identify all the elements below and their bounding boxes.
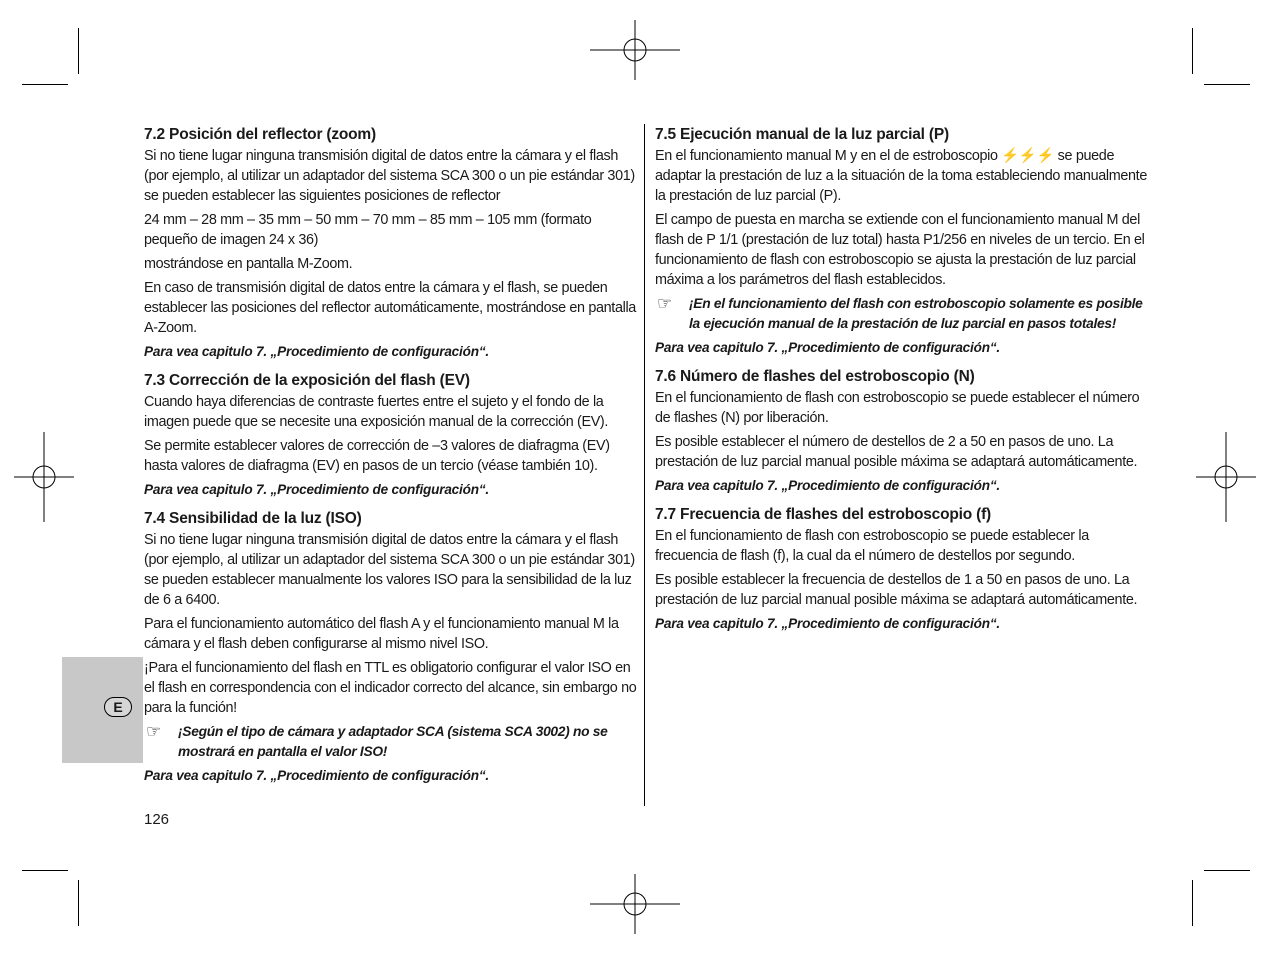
- crop-mark: [1204, 870, 1250, 871]
- section-title: 7.3 Corrección de la exposición del flash (EV): [144, 372, 470, 389]
- column-divider: [644, 124, 645, 806]
- note-text: ¡Según el tipo de cámara y adaptador SCA (sistema SCA 3002) no se mostrará en pantalla el valor ISO!: [178, 724, 608, 759]
- pointing-hand-icon: ☞: [657, 294, 673, 313]
- reference-note: Para vea capitulo 7. „Procedimiento de configuración“.: [655, 616, 1000, 631]
- warning-note: [655, 294, 1149, 334]
- paragraph: En el funcionamiento de flash con estroboscopio se puede establecer la frecuencia de flash (f), la cual da el número de destellos por segundo.: [655, 528, 1089, 564]
- paragraph: Si no tiene lugar ninguna transmisión digital de datos entre la cámara y el flash (por ejemplo, al utilizar un adaptador del sistema SCA 300 o un pie estándar 301) se pueden establecer las siguientes posiciones de reflector: [144, 148, 635, 204]
- paragraph: Si no tiene lugar ninguna transmisión digital de datos entre la cámara y el flash (por ejemplo, al utilizar un adaptador del sistema SCA 300 o un pie estándar 301) se pueden establecer manualmente los valores ISO para la sensibilidad de la luz de 6 a 6400.: [144, 532, 635, 608]
- section-7-6: [655, 366, 1149, 496]
- section-title: 7.7 Frecuencia de flashes del estroboscopio (f): [655, 506, 992, 523]
- paragraph: ¡Para el funcionamiento del flash en TTL es obligatorio configurar el valor ISO en el flash en correspondencia con el indicador correcto del alcance, sin embargo no para la función!: [144, 660, 637, 716]
- paragraph: Cuando haya diferencias de contraste fuertes entre el sujeto y el fondo de la imagen puede que se necesite una exposición manual de la corrección (EV).: [144, 394, 609, 430]
- section-7-7: [655, 504, 1149, 634]
- left-column: [144, 124, 638, 794]
- reference-note: Para vea capitulo 7. „Procedimiento de configuración“.: [655, 340, 1000, 355]
- section-title: 7.5 Ejecución manual de la luz parcial (P): [655, 126, 949, 143]
- note-text: ¡En el funcionamiento del flash con estroboscopio solamente es posible la ejecución manual de la prestación de luz parcial en pasos totales!: [689, 296, 1143, 331]
- crop-mark: [78, 880, 79, 926]
- paragraph: 24 mm – 28 mm – 35 mm – 50 mm – 70 mm – 85 mm – 105 mm (formato pequeño de imagen 24 x 36): [144, 212, 592, 248]
- paragraph: Es posible establecer el número de destellos de 2 a 50 en pasos de uno. La prestación de luz parcial manual posible máxima se adaptará automáticamente.: [655, 434, 1138, 470]
- reference-note: Para vea capitulo 7. „Procedimiento de configuración“.: [144, 344, 489, 359]
- paragraph: En el funcionamiento manual M y en el de estroboscopio ⚡⚡⚡ se puede adaptar la prestación de luz a la situación de la toma estableciendo manualmente la prestación de luz parcial (P).: [655, 148, 1147, 204]
- paragraph: mostrándose en pantalla M-Zoom.: [144, 256, 353, 272]
- registration-mark-bottom: [590, 874, 680, 934]
- pointing-hand-icon: ☞: [146, 722, 162, 741]
- paragraph: En el funcionamiento de flash con estroboscopio se puede establecer el número de flashes (N) por liberación.: [655, 390, 1140, 426]
- crop-mark: [1192, 880, 1193, 926]
- registration-mark-top: [590, 20, 680, 80]
- crop-mark: [22, 84, 68, 85]
- crop-mark: [1204, 84, 1250, 85]
- page-number: 126: [144, 811, 170, 828]
- paragraph: Es posible establecer la frecuencia de destellos de 1 a 50 en pasos de uno. La prestación de luz parcial manual posible máxima se adaptará automáticamente.: [655, 572, 1138, 608]
- section-7-4: [144, 508, 638, 786]
- paragraph: En caso de transmisión digital de datos entre la cámara y el flash, se pueden establecer las posiciones del reflector automáticamente, mostrándose en pantalla A-Zoom.: [144, 280, 636, 336]
- right-column: [655, 124, 1149, 642]
- section-7-2: [144, 124, 638, 362]
- reference-note: Para vea capitulo 7. „Procedimiento de configuración“.: [144, 482, 489, 497]
- section-title: 7.2 Posición del reflector (zoom): [144, 126, 376, 143]
- paragraph: Se permite establecer valores de corrección de –3 valores de diafragma (EV) hasta valores de diafragma (EV) en pasos de un tercio (véase también 10).: [144, 438, 610, 474]
- reference-note: Para vea capitulo 7. „Procedimiento de configuración“.: [655, 478, 1000, 493]
- reference-note: Para vea capitulo 7. „Procedimiento de configuración“.: [144, 768, 489, 783]
- paragraph: El campo de puesta en marcha se extiende con el funcionamiento manual M del flash de P 1/1 (prestación de luz total) hasta P1/256 en niveles de un tercio. En el funcionamiento de flash con estroboscopio se ajusta la prestación de luz parcial máxima a los parámetros del flash establecidos.: [655, 212, 1145, 288]
- warning-note: [144, 722, 638, 762]
- paragraph: Para el funcionamiento automático del flash A y el funcionamiento manual M la cámara y el flash deben configurarse al mismo nivel ISO.: [144, 616, 619, 652]
- crop-mark: [78, 28, 79, 74]
- registration-mark-left: [14, 432, 74, 522]
- section-title: 7.4 Sensibilidad de la luz (ISO): [144, 510, 362, 527]
- section-7-3: [144, 370, 638, 500]
- section-7-5: [655, 124, 1149, 358]
- section-title: 7.6 Número de flashes del estroboscopio (N): [655, 368, 975, 385]
- crop-mark: [22, 870, 68, 871]
- language-badge: E: [104, 697, 132, 717]
- crop-mark: [1192, 28, 1193, 74]
- registration-mark-right: [1196, 432, 1256, 522]
